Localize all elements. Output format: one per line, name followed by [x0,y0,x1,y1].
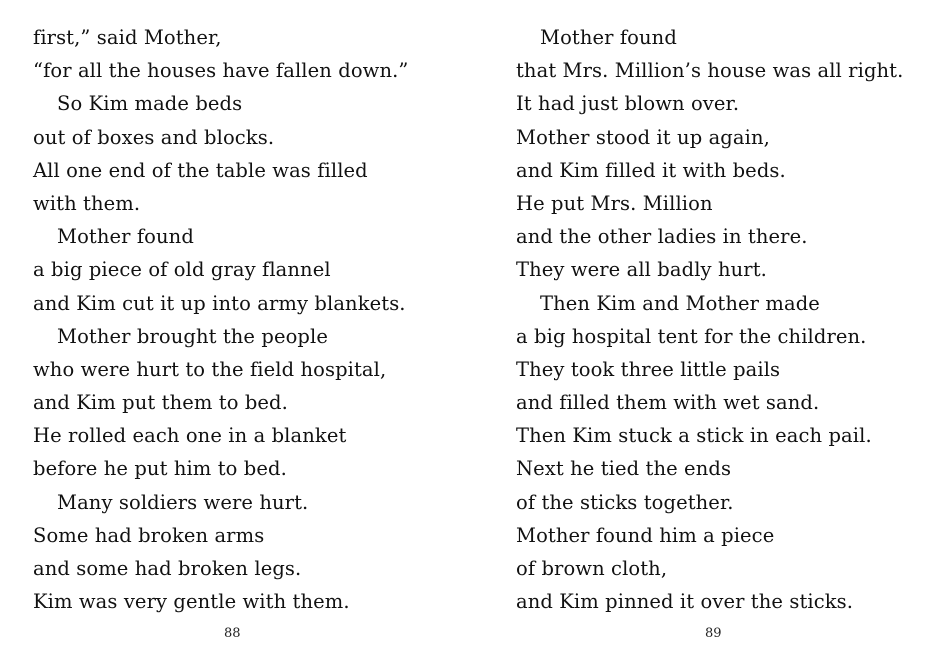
right-page-text [516,21,903,618]
text-line: Then Kim stuck a stick in each pail. [516,424,872,448]
text-line: Mother found [540,26,677,49]
text-line: and the other ladies in there. [516,225,808,249]
text-line: with them. [33,191,141,215]
right-page-number: 89 [705,626,722,641]
text-line: of brown cloth, [516,557,668,580]
left-page-number: 88 [224,626,241,641]
text-line: He put Mrs. Million [516,191,713,215]
left-page-text [33,21,408,618]
text-line: first,” said Mother, [33,26,222,49]
text-line: of the sticks together. [516,490,734,514]
text-line: So Kim made beds [57,92,243,116]
text-line: He rolled each one in a blanket [33,424,347,448]
text-line: Next he tied the ends [516,457,732,481]
text-line: a big hospital tent for the children. [516,324,867,348]
text-line: Mother found him a piece [516,523,775,547]
text-line: All one end of the table was filled [33,158,368,182]
text-line: and Kim pinned it over the sticks. [516,590,854,614]
text-line: and Kim filled it with beds. [516,158,786,182]
text-line: and some had broken legs. [33,557,302,580]
text-line: They took three little pails [516,357,781,381]
text-line: and Kim put them to bed. [33,391,288,415]
text-line: before he put him to bed. [33,457,287,481]
text-line: who were hurt to the field hospital, [33,357,387,381]
text-line: Mother brought the people [57,324,328,348]
text-line: Kim was very gentle with them. [33,590,350,614]
text-line: They were all badly hurt. [516,258,767,282]
text-line: Mother stood it up again, [516,125,770,149]
text-line: and filled them with wet sand. [516,391,820,415]
text-line: out of boxes and blocks. [33,125,275,149]
text-line: “for all the houses have fallen down.” [33,59,409,83]
text-line: Many soldiers were hurt. [57,490,309,514]
text-line: a big piece of old gray flannel [33,258,331,282]
text-line: Then Kim and Mother made [540,291,820,315]
text-line: and Kim cut it up into army blankets. [33,291,406,315]
text-line: Mother found [57,225,194,249]
right-page [470,0,928,664]
text-line: Some had broken arms [33,523,265,547]
text-line: that Mrs. Million’s house was all right. [516,59,904,83]
text-line: It had just blown over. [516,92,740,116]
